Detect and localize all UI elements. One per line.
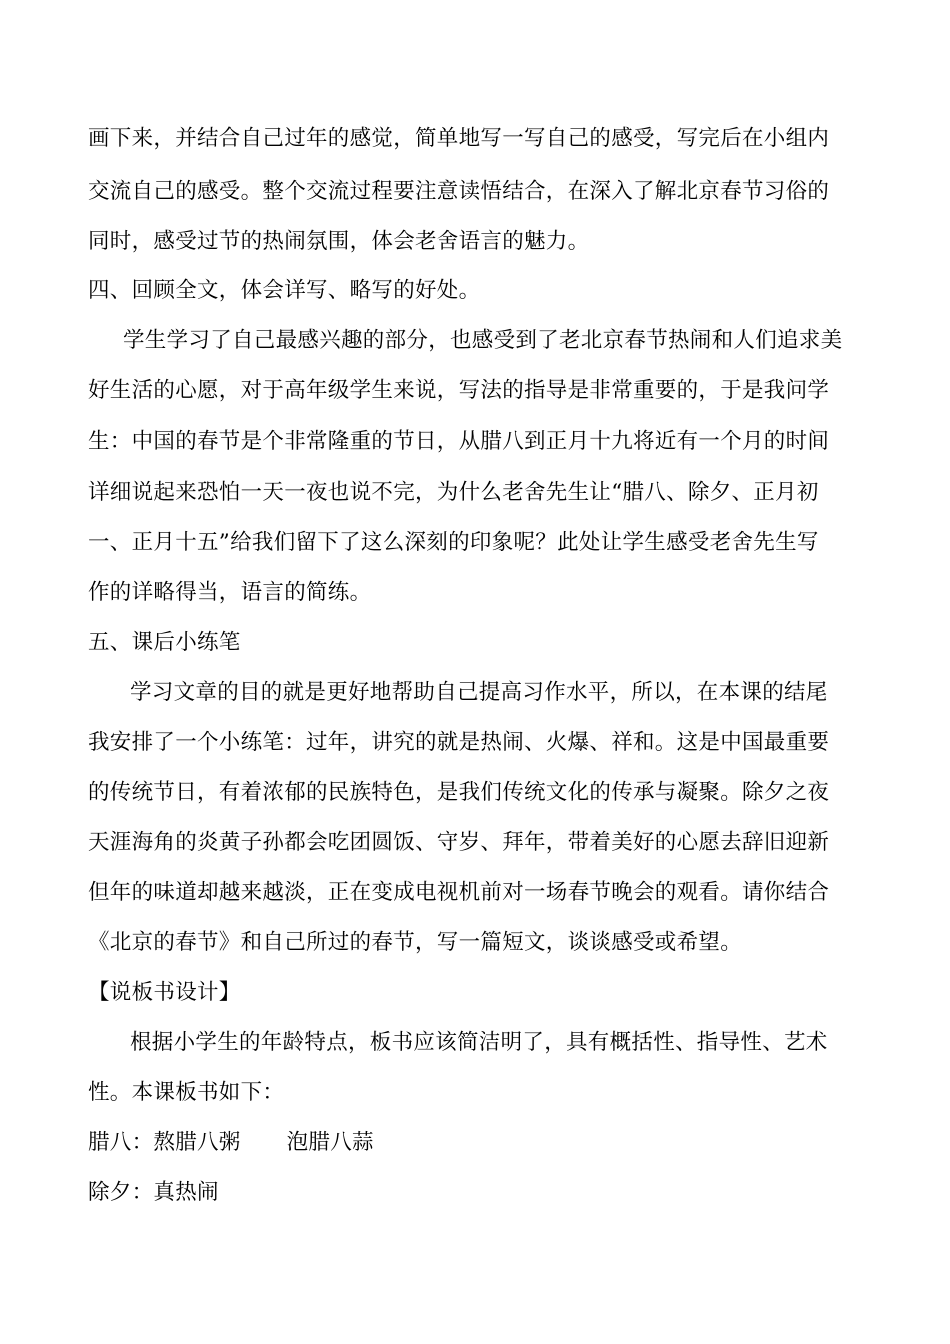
board-design-heading: 【说板书设计】 — [88, 980, 241, 1005]
paragraph-line: 交流自己的感受。整个交流过程要注意读悟结合，在深入了解北京春节习俗的 — [88, 179, 830, 204]
paragraph-line: 《北京的春节》和自己所过的春节，写一篇短文，谈谈感受或希望。 — [88, 930, 743, 955]
section-heading-5: 五、课后小练笔 — [88, 630, 241, 655]
paragraph-line: 作的详略得当，语言的简练。 — [88, 580, 372, 605]
paragraph-line: 的传统节日，有着浓郁的民族特色，是我们传统文化的传承与凝聚。除夕之夜 — [88, 780, 830, 805]
paragraph-line: 同时，感受过节的热闹氛围，体会老舍语言的魅力。 — [88, 229, 590, 254]
paragraph-line: 我安排了一个小练笔：过年，讲究的就是热闹、火爆、祥和。这是中国最重要 — [88, 730, 830, 755]
paragraph-line: 好生活的心愿，对于高年级学生来说，写法的指导是非常重要的，于是我问学 — [88, 378, 830, 403]
paragraph-line: 学习文章的目的就是更好地帮助自己提高习作水平，所以，在本课的结尾 — [130, 680, 828, 705]
board-laba-label: 腊八：熬腊八粥 — [88, 1130, 241, 1155]
paragraph-line: 一、正月十五”给我们留下了这么深刻的印象呢？此处让学生感受老舍先生写 — [88, 530, 819, 555]
paragraph-line: 但年的味道却越来越淡，正在变成电视机前对一场春节晚会的观看。请你结合 — [88, 880, 830, 905]
paragraph-line: 根据小学生的年龄特点，板书应该简洁明了，具有概括性、指导性、艺术 — [130, 1030, 828, 1055]
paragraph-line: 学生学习了自己最感兴趣的部分，也感受到了老北京春节热闹和人们追求美 — [123, 328, 843, 353]
paragraph-line: 天涯海角的炎黄子孙都会吃团圆饭、守岁、拜年，带着美好的心愿去辞旧迎新 — [88, 830, 830, 855]
paragraph-line: 详细说起来恐怕一天一夜也说不完，为什么老舍先生让“腊八、除夕、正月初 — [88, 480, 819, 505]
paragraph-line: 画下来，并结合自己过年的感觉，简单地写一写自己的感受，写完后在小组内 — [88, 126, 830, 151]
paragraph-line: 生：中国的春节是个非常隆重的节日，从腊八到正月十九将近有一个月的时间 — [88, 429, 830, 454]
board-line-laba — [88, 1132, 374, 1154]
board-laba-extra: 泡腊八蒜 — [286, 1130, 374, 1155]
section-heading-4: 四、回顾全文，体会详写、略写的好处。 — [88, 278, 481, 303]
paragraph-line: 性。本课板书如下： — [88, 1080, 285, 1105]
board-line-chuxi: 除夕：真热闹 — [88, 1180, 219, 1205]
